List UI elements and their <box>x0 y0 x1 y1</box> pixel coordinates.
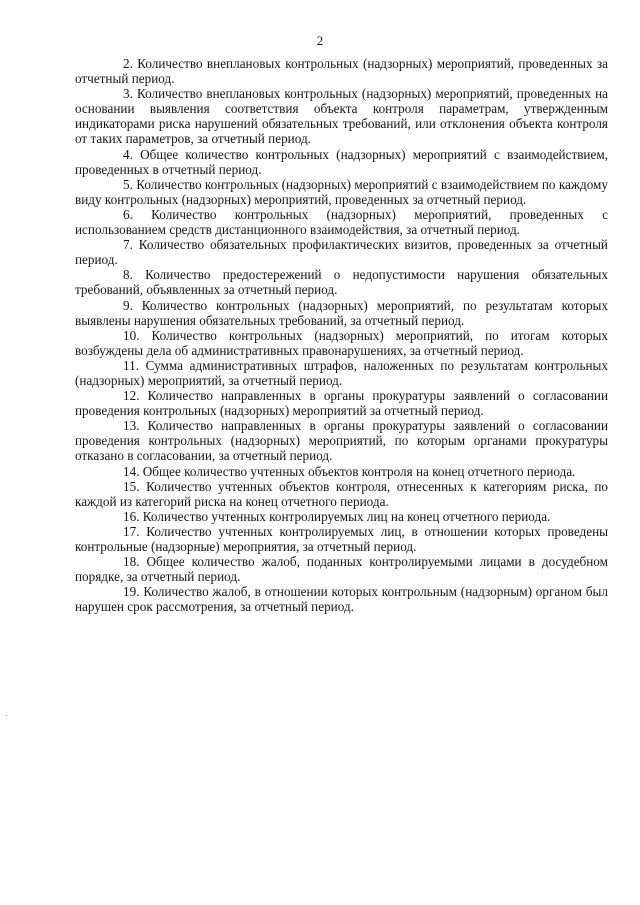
list-item: 16. Количество учтенных контролируемых лиц на конец отчетного периода. <box>123 508 551 524</box>
list-item: 3. Количество внеплановых контрольных (надзорных) мероприятий, проведенных на основании выявления соответствия объекта контроля параметрам, утвержденным индикаторами риска нарушений обязательных требований, или отклонения объекта контроля от таких параметров, за отчетный период. <box>75 86 608 147</box>
list-item: 13. Количество направленных в органы прокуратуры заявлений о согласовании проведения контрольных (надзорных) мероприятий, по которым органами прокуратуры отказано в согласовании, за отчетный период. <box>75 418 608 464</box>
list-item: 5. Количество контрольных (надзорных) мероприятий с взаимодействием по каждому виду контрольных (надзорных) мероприятий, проведенных за отчетный период. <box>75 176 608 207</box>
list-item: 19. Количество жалоб, в отношении которых контрольным (надзорным) органом был нарушен срок рассмотрения, за отчетный период. <box>75 584 608 615</box>
indicator-list <box>75 56 608 614</box>
list-item: 11. Сумма административных штрафов, наложенных по результатам контрольных (надзорных) мероприятий, за отчетный период. <box>75 357 608 388</box>
list-item: 2. Количество внеплановых контрольных (надзорных) мероприятий, проведенных за отчетный период. <box>75 56 608 87</box>
page-number: 2 <box>316 33 324 48</box>
list-item: 6. Количество контрольных (надзорных) мероприятий, проведенных с использованием средств дистанционного взаимодействия, за отчетный период. <box>75 206 608 238</box>
list-item: 12. Количество направленных в органы прокуратуры заявлений о согласовании проведения контрольных (надзорных) мероприятий за отчетный период. <box>75 388 608 419</box>
scan-artifact <box>6 715 7 716</box>
list-item: 14. Общее количество учтенных объектов контроля на конец отчетного периода. <box>123 463 576 479</box>
list-item: 17. Количество учтенных контролируемых лиц, в отношении которых проведены контрольные (надзорные) мероприятия, за отчетный период. <box>75 523 608 554</box>
list-item: 7. Количество обязательных профилактических визитов, проведенных за отчетный период. <box>75 237 608 268</box>
list-item: 10. Количество контрольных (надзорных) мероприятий, по итогам которых возбуждены дела об административных правонарушениях, за отчетный период. <box>75 327 608 358</box>
list-item: 18. Общее количество жалоб, поданных контролируемыми лицами в досудебном порядке, за отчетный период. <box>75 554 608 585</box>
list-item: 4. Общее количество контрольных (надзорных) мероприятий с взаимодействием, проведенных в отчетный период. <box>75 146 608 177</box>
list-item: 8. Количество предостережений о недопустимости нарушения обязательных требований, объявленных за отчетный период. <box>75 267 608 298</box>
list-item: 15. Количество учтенных объектов контроля, отнесенных к категориям риска, по каждой из категорий риска на конец отчетного периода. <box>75 478 608 509</box>
list-item: 9. Количество контрольных (надзорных) мероприятий, по результатам которых выявлены нарушения обязательных требований, за отчетный период. <box>75 297 608 328</box>
